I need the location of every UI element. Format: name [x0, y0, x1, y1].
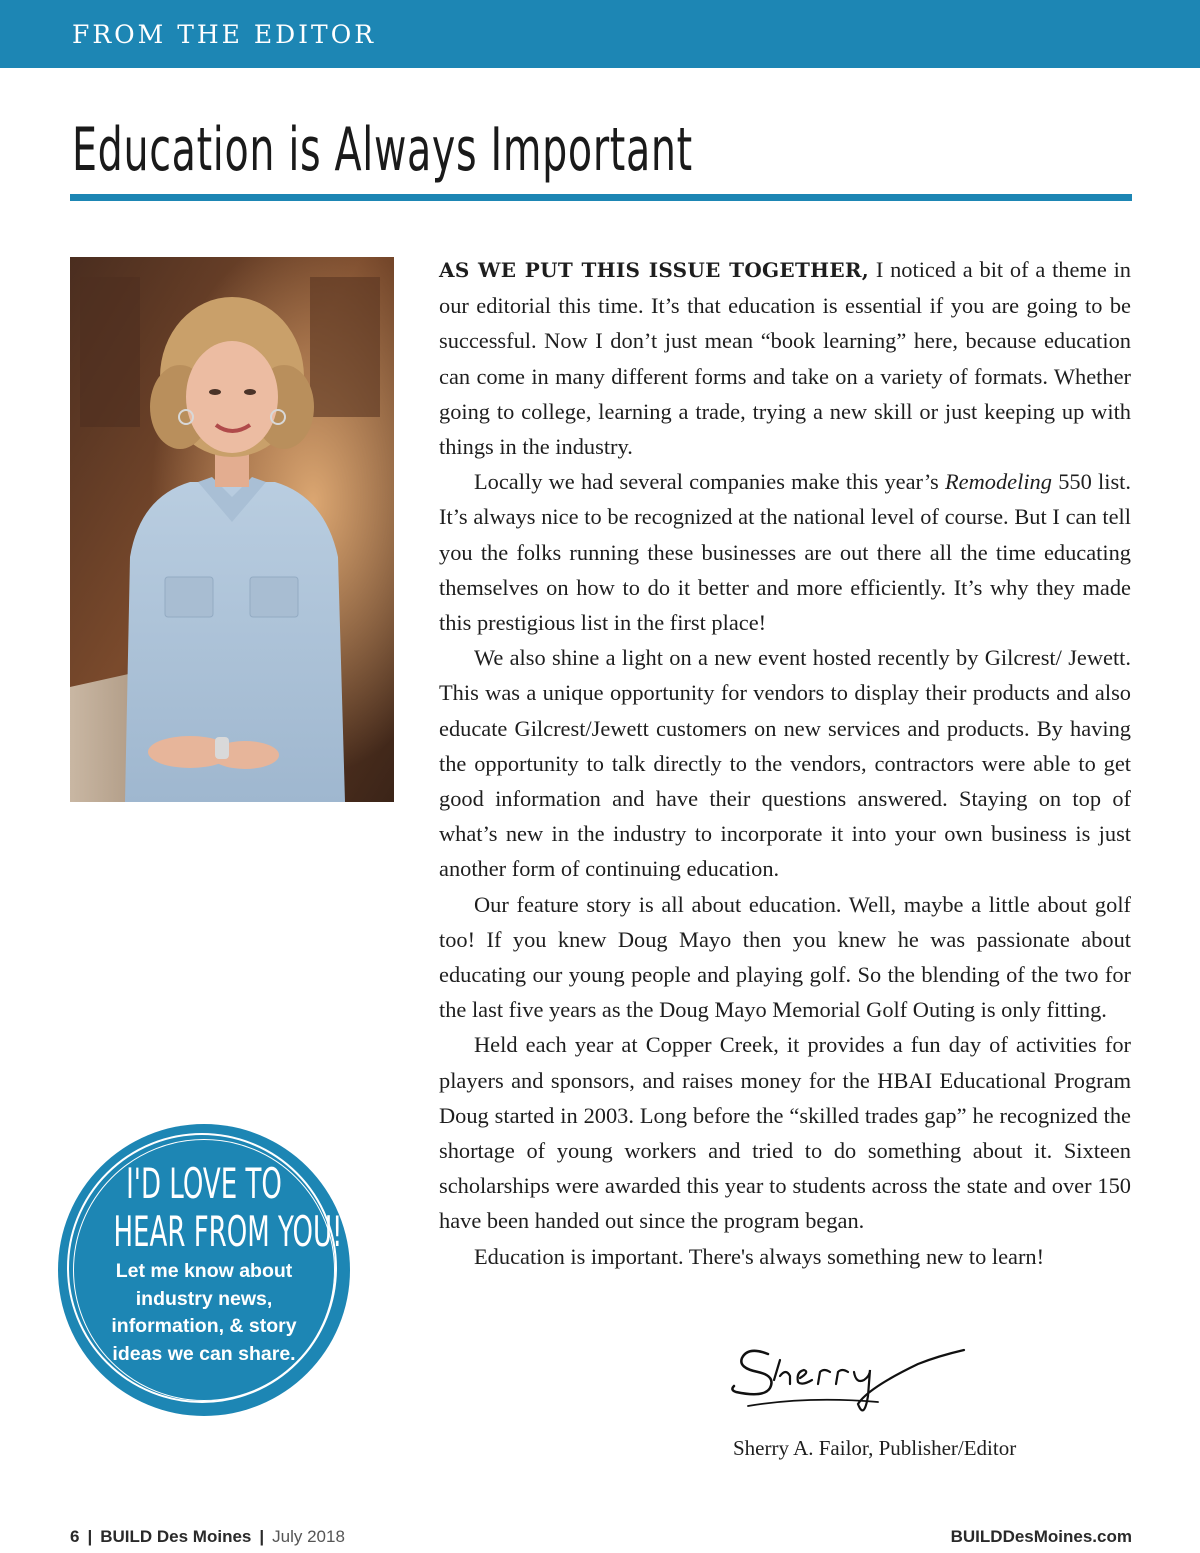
paragraph: Held each year at Copper Creek, it provides a fun day of activities for players and sponsors, and raises money for the HBAI Educational Program Doug started in 2003. Long before the “skilled trades gap” he recognized the shortage of young workers and tried to do something about it. Sixteen scholarships were awarded this year to students across the state and over 150 have been handed out since the program began.	[439, 1032, 1131, 1234]
signature-image	[728, 1336, 968, 1426]
section-header-bar	[0, 0, 1200, 68]
page-number: 6	[70, 1527, 80, 1546]
paragraph-text: Locally we had several companies make this year’s	[474, 469, 945, 495]
paragraph: Education is important. There's always something new to learn!	[474, 1243, 1045, 1269]
article-headline: Education is Always Important	[72, 115, 693, 185]
headline-rule	[70, 194, 1132, 201]
issue-date: July 2018	[272, 1527, 345, 1546]
paragraph: Our feature story is all about education. Well, maybe a little about golf too! If you knew Doug Mayo then you knew he was passionate about educating our young people and playing golf. So the blending of the two for the last five years as the Doug Mayo Memorial Golf Outing is only fitting.	[439, 891, 1131, 1023]
footer-separator: |	[259, 1527, 265, 1546]
paragraph: We also shine a light on a new event hosted recently by Gilcrest/ Jewett. This was a unique opportunity for vendors to display their products and also educate Gilcrest/Jewett customers on new services and products. By having the opportunity to talk directly to the vendors, contractors were able to get good information and have their questions answered. Staying on top of what’s new in the industry to incorporate it into your own business is just another form of continuing education.	[439, 645, 1131, 882]
paragraph-text: I noticed a bit of a theme in our editorial this time. It’s that education is essential if you are going to be successful. Now I don’t just mean “book learning” here, because education can come in many different forms and take on a variety of formats. Whether going to college, learning a trade, trying a new skill or just keeping up with things in the industry.	[439, 257, 1131, 460]
footer-separator: |	[87, 1527, 93, 1546]
footer-folio	[70, 1527, 345, 1547]
publication-title: Remodeling	[945, 469, 1052, 495]
paragraph	[439, 252, 1131, 464]
paragraph-text: 550 list. It’s always nice to be recognized at the national level of course. But I can tell you the folks running these businesses are out there all the time educating themselves on how to do it better and more efficiently. It’s why they made this prestigious list in the first place!	[439, 469, 1131, 636]
editorial-body	[439, 252, 1131, 1274]
section-label: FROM THE EDITOR	[72, 20, 377, 49]
badge-heading: I'D LOVE TO	[126, 1159, 282, 1208]
magazine-name: BUILD Des Moines	[100, 1527, 252, 1546]
lead-in: AS WE PUT THIS ISSUE TOGETHER,	[439, 258, 870, 282]
paragraph	[439, 464, 1131, 640]
contact-badge	[58, 1124, 350, 1416]
badge-text: Let me know about industry news, information, & story ideas we can share.	[111, 1260, 297, 1365]
signature-caption: Sherry A. Failor, Publisher/Editor	[733, 1436, 1017, 1460]
portrait-photo	[70, 257, 394, 802]
footer-website: BUILDDesMoines.com	[950, 1527, 1132, 1546]
badge-heading: HEAR FROM YOU!	[113, 1207, 343, 1256]
